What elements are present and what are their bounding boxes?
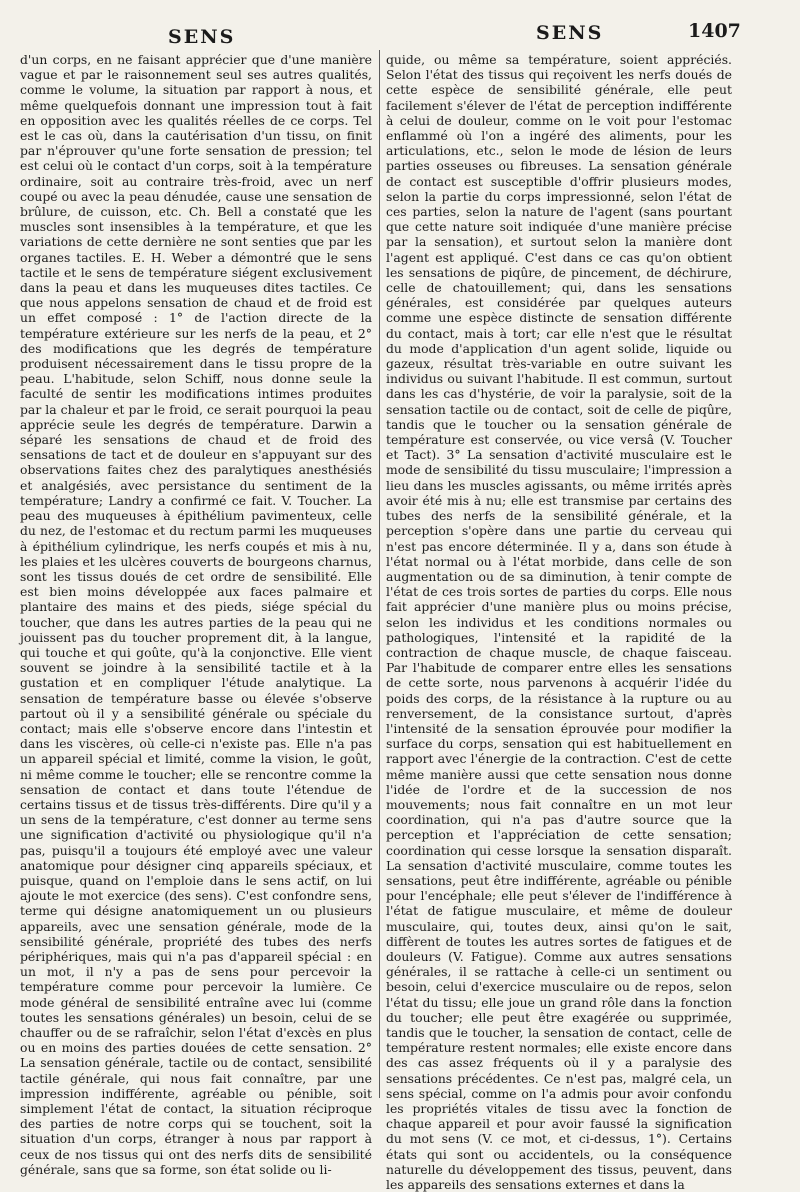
text-column-left	[20, 52, 372, 1177]
running-head-left: SENS	[168, 26, 236, 48]
text-column-right	[386, 52, 732, 1192]
running-head-right: SENS	[536, 22, 604, 44]
left-column-text: d'un corps, en ne faisant apprécier que d'une manière vague et par le raisonnement seul ses autres qualités, comme le volume, la situation par rapport à nous, et même quelquefois donnant une impression tout à fait en opposition avec les qualités réelles de ce corps. Tel est le cas où, dans la cautérisation d'un tissu, on finit par n'éprouver qu'une forte sensation de pression; tel est celui où le contact d'un corps, soit à la température ordinaire, soit au contraire très-froid, avec un nerf coupé ou avec la peau dénudée, cause une sensation de brûlure, de cuisson, etc. Ch. Bell a constaté que les muscles sont insensibles à la température, et que les variations de cette dernière ne sont senties que par les organes tactiles. E. H. Weber a démontré que le sens tactile et le sens de température siégent exclusivement dans la peau et dans les muqueuses dites tactiles. Ce que nous appelons sensation de chaud et de froid est un effet composé : 1° de l'action directe de la température extérieure sur les nerfs de la peau, et 2° des modifications que les degrés de température produisent nécessairement dans le tissu propre de la peau. L'habitude, selon Schiff, nous donne seule la faculté de sentir les modifications intimes produites par la chaleur et par le froid, ce serait pourquoi la peau apprécie seule les degrés de température. Darwin a séparé les sensations de chaud et de froid des sensations de tact et de douleur en s'appuyant sur des observations faites chez des paralytiques anesthésiés et analgésiés, avec persistance du sentiment de la température; Landry a confirmé ce fait. V. Toucher. La peau des muqueuses à épithélium pavimenteux, celle du nez, de l'estomac et du rectum parmi les muqueuses à épithélium cylindrique, les nerfs coupés et mis à nu, les plaies et les ulcères couverts de bourgeons charnus, sont les tissus doués de cet ordre de sensibilité. Elle est bien moins développée aux faces palmaire et plantaire des mains et des pieds, siége spécial du toucher, que dans les autres parties de la peau qui ne jouissent pas du toucher proprement dit, à la langue, qui touche et qui goûte, qu'à la conjonctive. Elle vient souvent se joindre à la sensibilité tactile et à la gustation et en compliquer l'étude analytique. La sensation de température basse ou élevée s'observe partout où il y a sensibilité générale ou spéciale du contact; mais elle s'observe encore dans l'intestin et dans les viscères, où celle-ci n'existe pas. Elle n'a pas un appareil spécial et limité, comme la vision, le goût, ni même comme le toucher; elle se rencontre comme la sensation de contact et dans toute l'étendue de certains tissus et de tissus très-différents. Dire qu'il y a un sens de la température, c'est donner au terme sens une signification d'activité ou physiologique qu'il n'a pas, puisqu'il a toujours été employé avec une valeur anatomique pour désigner cinq appareils spéciaux, et puisque, quand on l'emploie dans le sens actif, on lui ajoute le mot exercice (des sens). C'est confondre sens, terme qui désigne anatomiquement un ou plusieurs appareils, avec une sensation générale, mode de la sensibilité générale, propriété des tubes des nerfs périphériques, mais qui n'a pas d'appareil spécial : en un mot, il n'y a pas de sens pour percevoir la température comme pour percevoir la lumière. Ce mode général de sensibilité entraîne avec lui (comme toutes les sensations générales) un besoin, celui de se chauffer ou de se rafraîchir, selon l'état d'excès en plus ou en moins des parties douées de cette sensation. 2° La sensation générale, tactile ou de contact, sensibilité tactile générale, qui nous fait connaître, par une impression indifférente, agréable ou pénible, soit simplement l'état de contact, la situation réciproque des parties de notre corps qui se touchent, soit la situation d'un corps, étranger à nous par rapport à ceux de nos tissus qui ont des nerfs dits de sensibilité générale, sans que sa forme, son état solide ou li-	[20, 52, 372, 1177]
page-number: 1407	[688, 20, 741, 42]
right-column-text: quide, ou même sa température, soient appréciés. Selon l'état des tissus qui reçoivent les nerfs doués de cette espèce de sensibilité générale, elle peut facilement s'élever de l'état de perception indifférente à celui de douleur, comme on le voit pour l'estomac enflammé où l'on a ingéré des aliments, pour les articulations, etc., selon le mode de lésion de leurs parties osseuses ou fibreuses. La sensation générale de contact est susceptible d'offrir plusieurs modes, selon la partie du corps impressionné, selon l'état de ces parties, selon la nature de l'agent (sans pourtant que cette nature soit indiquée d'une manière précise par la sensation), et surtout selon la manière dont l'agent est appliqué. C'est dans ce cas qu'on obtient les sensations de piqûre, de pincement, de déchirure, celle de chatouillement; qui, dans les sensations générales, est considérée par quelques auteurs comme une espèce distincte de sensation différente du contact, mais à tort; car elle n'est que le résultat du mode d'application d'un agent solide, liquide ou gazeux, résultat très-variable en outre suivant les individus ou suivant l'habitude. Il est commun, surtout dans les cas d'hystérie, de voir la paralysie, soit de la sensation tactile ou de contact, soit de celle de piqûre, tandis que le toucher ou la sensation générale de température est conservée, ou vice versâ (V. Toucher et Tact). 3° La sensation d'activité musculaire est le mode de sensibilité du tissu musculaire; l'impression a lieu dans les muscles agissants, ou même irrités après avoir été mis à nu; elle est transmise par certains des tubes des nerfs de la sensibilité générale, et la perception s'opère dans une partie du cerveau qui n'est pas encore déterminée. Il y a, dans son étude à l'état normal ou à l'état morbide, dans celle de son augmentation ou de sa diminution, à tenir compte de l'état de ces trois sortes de parties du corps. Elle nous fait apprécier d'une manière plus ou moins précise, selon les individus et les conditions normales ou pathologiques, l'intensité et la rapidité de la contraction de chaque muscle, de chaque faisceau. Par l'habitude de comparer entre elles les sensations de cette sorte, nous parvenons à acquérir l'idée du poids des corps, de la résistance à la rupture ou au renversement, de la consistance surtout, d'après l'intensité de la sensation éprouvée pour modifier la surface du corps, sensation qui est habituellement en rapport avec l'énergie de la contraction. C'est de cette même manière aussi que cette sensation nous donne l'idée de l'ordre et de la succession de nos mouvements; nous fait connaître en un mot leur coordination, qui n'a pas d'autre source que la perception et l'appréciation de cette sensation; coordination qui cesse lorsque la sensation disparaît. La sensation d'activité musculaire, comme toutes les sensations, peut être indifférente, agréable ou pénible pour l'encéphale; elle peut s'élever de l'indifférence à l'état de fatigue musculaire, et même de douleur musculaire, qui, toutes deux, ainsi qu'on le sait, diffèrent de toutes les autres sortes de fatigues et de douleurs (V. Fatigue). Comme aux autres sensations générales, il se rattache à celle-ci un sentiment ou besoin, celui d'exercice musculaire ou de repos, selon l'état du tissu; elle joue un grand rôle dans la fonction du toucher; elle peut être exagérée ou supprimée, tandis que le toucher, la sensation de contact, celle de température restent normales; elle existe encore dans des cas assez fréquents où il y a paralysie des sensations précédentes. Ce n'est pas, malgré cela, un sens spécial, comme on l'a admis pour avoir confondu les propriétés vitales de tissu avec la fonction de chaque appareil et pour avoir faussé la signification du mot sens (V. ce mot, et ci-dessus, 1°). Certains états qui sont ou accidentels, ou la conséquence naturelle du développement des tissus, peuvent, dans les appareils des sensations externes et dans la	[386, 52, 732, 1192]
column-divider	[379, 50, 380, 1098]
page-header	[0, 20, 800, 48]
